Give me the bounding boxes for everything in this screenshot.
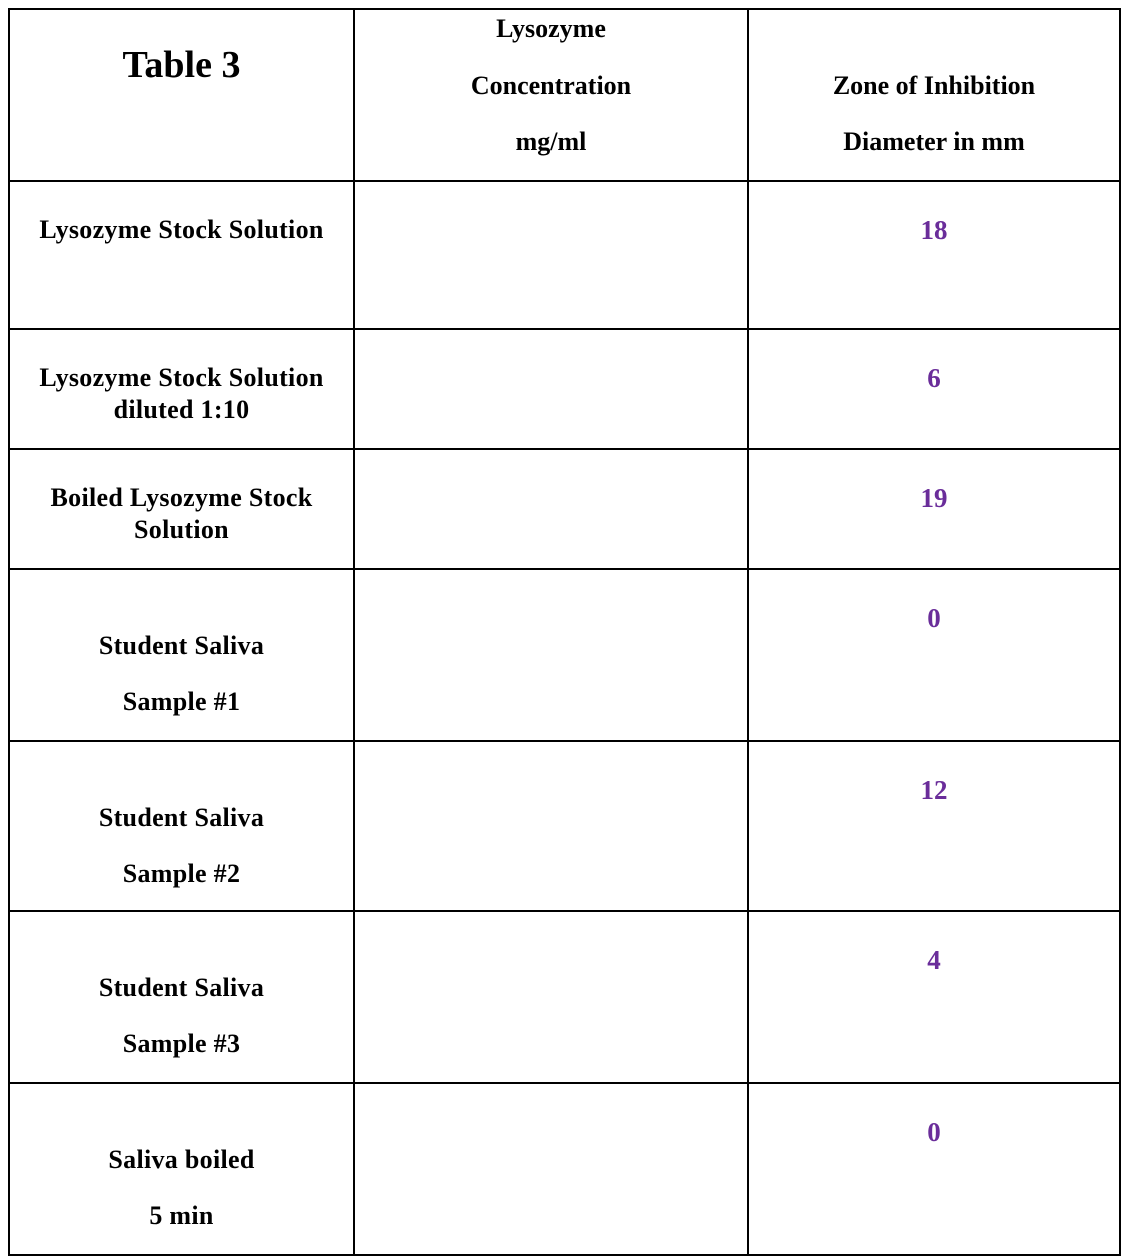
zone-value: 0 (927, 1117, 941, 1147)
table-row (9, 329, 1120, 449)
row-label-line: Sample #1 (122, 687, 241, 716)
header-row (9, 9, 1120, 181)
zone-value: 18 (920, 215, 948, 245)
zone-value: 0 (927, 603, 941, 633)
zone-value: 4 (927, 945, 941, 975)
row-label-line: Sample #3 (122, 1029, 241, 1058)
row-label-line: Solution (134, 515, 229, 544)
table-row (9, 911, 1120, 1083)
table-row (9, 449, 1120, 569)
zone-header-line: Zone of Inhibition (832, 71, 1036, 100)
row-label-line: diluted 1:10 (113, 395, 250, 424)
concentration-cell (354, 449, 748, 569)
row-label-cell (9, 449, 354, 569)
zone-cell (748, 181, 1120, 329)
zone-value: 12 (920, 775, 948, 805)
table-row (9, 741, 1120, 911)
zone-value: 6 (927, 363, 941, 393)
row-label-line: 5 min (149, 1201, 214, 1230)
table-row (9, 181, 1120, 329)
row-label-line: Student Saliva (98, 803, 265, 832)
row-label-line: Saliva boiled (108, 1145, 255, 1174)
zone-header-cell (748, 9, 1120, 181)
concentration-cell (354, 1083, 748, 1255)
row-label-line: Lysozyme Stock Solution (39, 215, 324, 244)
concentration-cell (354, 569, 748, 741)
row-label-cell (9, 911, 354, 1083)
row-label-cell (9, 569, 354, 741)
zone-cell (748, 911, 1120, 1083)
concentration-header-cell (354, 9, 748, 181)
row-label-cell (9, 741, 354, 911)
concentration-header-line: Concentration (470, 71, 632, 100)
table-row (9, 1083, 1120, 1255)
concentration-cell (354, 741, 748, 911)
concentration-cell (354, 911, 748, 1083)
zone-header-line: Diameter in mm (843, 127, 1025, 156)
concentration-cell (354, 329, 748, 449)
zone-cell (748, 329, 1120, 449)
row-label-line: Lysozyme Stock Solution (39, 363, 324, 392)
row-label-line: Student Saliva (98, 973, 265, 1002)
concentration-header-line: Lysozyme (496, 14, 606, 43)
zone-cell (748, 1083, 1120, 1255)
concentration-header-line: mg/ml (515, 127, 587, 156)
row-label-cell (9, 1083, 354, 1255)
zone-cell (748, 741, 1120, 911)
row-label-cell (9, 181, 354, 329)
zone-cell (748, 569, 1120, 741)
row-label-line: Student Saliva (98, 631, 265, 660)
row-label-line: Sample #2 (122, 859, 241, 888)
zone-cell (748, 449, 1120, 569)
row-label-cell (9, 329, 354, 449)
table-title-cell (9, 9, 354, 181)
table-title: Table 3 (122, 44, 241, 86)
table-row (9, 569, 1120, 741)
concentration-cell (354, 181, 748, 329)
data-table (8, 8, 1121, 1256)
zone-value: 19 (920, 483, 948, 513)
row-label-line: Boiled Lysozyme Stock (50, 483, 313, 512)
